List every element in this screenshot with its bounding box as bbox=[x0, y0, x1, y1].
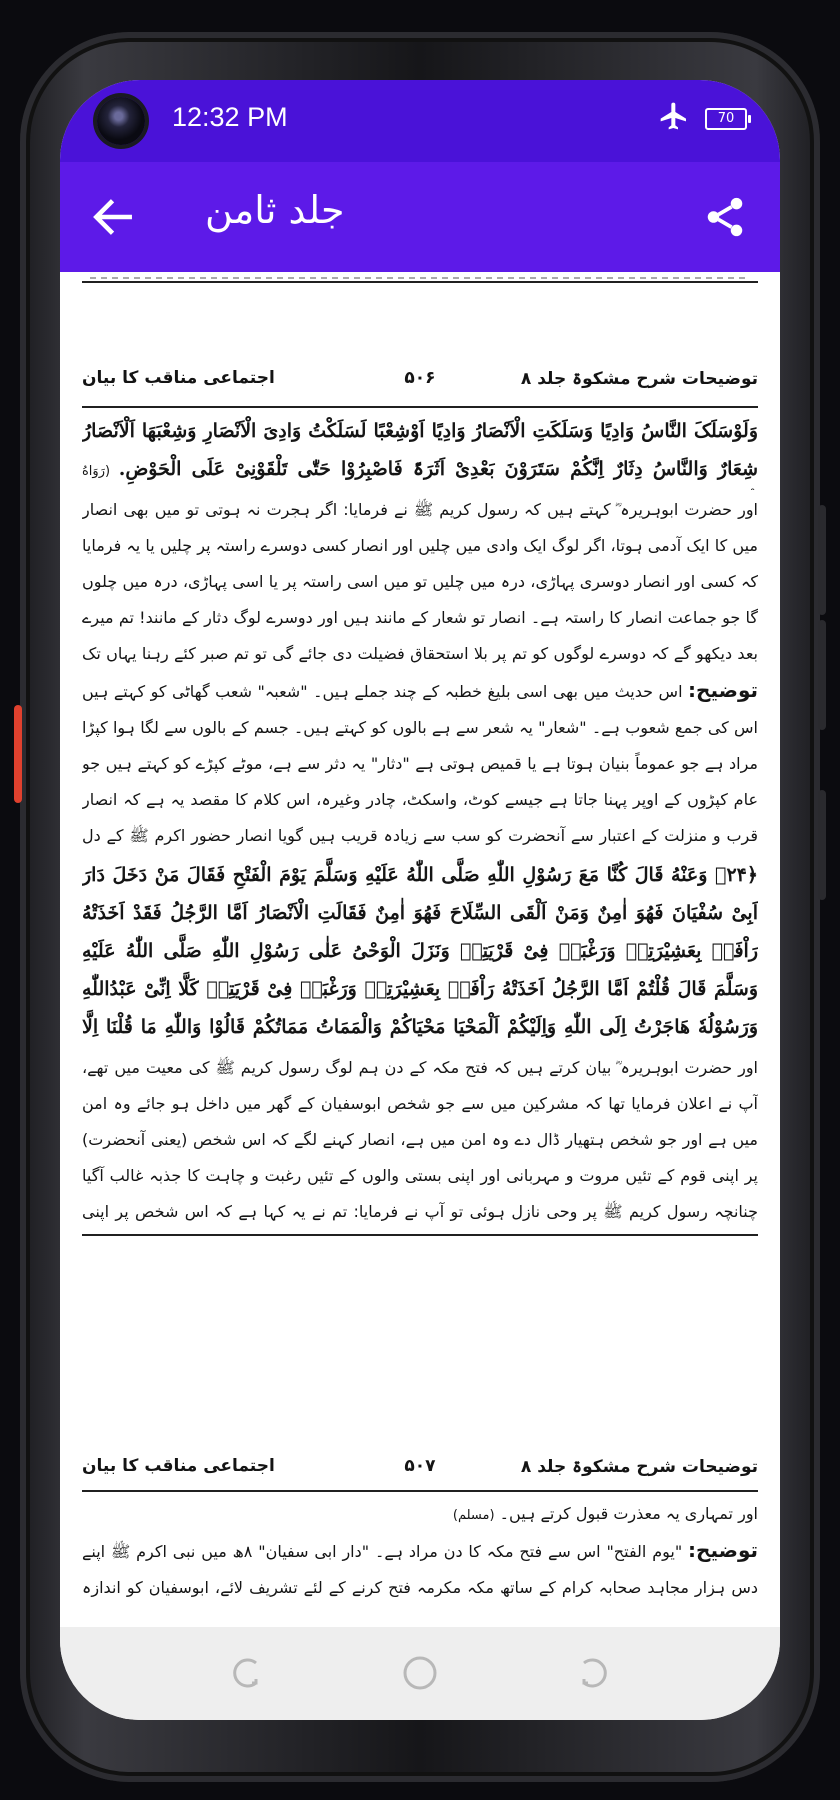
footer-rule bbox=[82, 1234, 758, 1236]
page-507 bbox=[60, 1450, 780, 1627]
side-button-volume-down bbox=[818, 620, 826, 730]
battery-indicator bbox=[705, 108, 747, 130]
page-header bbox=[82, 362, 758, 402]
page-number: ۵۰۷ bbox=[404, 1456, 436, 1476]
device-screen bbox=[60, 80, 780, 1720]
page-506 bbox=[60, 362, 780, 1232]
document-viewer[interactable] bbox=[60, 272, 780, 1627]
side-button-power bbox=[818, 790, 826, 900]
commentary-text: "یوم الفتح" اس سے فتح مکہ کا دن مراد ہے۔ "دار ابی سفیان" ۸ھ میں نبی اکرم ﷺ اپنے دس ہزار مجاہد صحابہ کرام کے ساتھ مکہ مکرمہ فتح کرنے کے لئے تشریف لائے، ابوسفیان کو اندازہ bbox=[82, 1542, 758, 1597]
app-title: جلد ثامن bbox=[205, 188, 345, 232]
airplane-icon bbox=[658, 100, 690, 132]
battery-level: 70 bbox=[717, 111, 735, 126]
arabic-text: وَلَوْسَلَکَ النَّاسُ وَادِیًا وَسَلَکَتِ الْاَنْصَارُ وَادِیًا اَوْشِعْبًا لَسَلَکْتُ وَادِیَ الْاَنْصَارِ وَشِعْبَهَا اَلْاَنْصَارُ شِعَارٌ وَالنَّاسُ دِثَارٌ اِنَّکُمْ سَتَرَوْنَ بَعْدِیْ اَثَرَۃً فَاصْبِرُوْا حَتّٰی تَلْقَوْنِیْ عَلَی الْحَوْضِ. bbox=[82, 420, 758, 480]
system-navigation-bar bbox=[60, 1627, 780, 1720]
hadith-urdu-translation bbox=[82, 1050, 758, 1230]
page-number: ۵۰۶ bbox=[404, 368, 436, 388]
status-time: 12:32 PM bbox=[172, 102, 288, 132]
hadith-arabic-text bbox=[82, 856, 758, 1046]
commentary-text: اس حدیث میں بھی اسی بلیغ خطبہ کے چند جملے ہیں۔ "شعبہ" شعب گھاٹی کو کہتے ہیں اس کی جمع شعوب ہے۔ "شعار" یہ شعر سے ہے بالوں کو کہتے ہیں۔ جسم کے بالوں سے لگا ہوا کپڑا مراد ہے جو عموماً بنیان ہوتا ہے یا قمیص ہوتی ہے "دثار" یہ دثر سے ہے، موٹے کپڑے کو کہتے ہیں جو عام کپڑوں کے اوپر پہنا جاتا ہے جیسے کوٹ، واسکٹ، چادر وغیرہ، اس کلام کا مقصد یہ ہے کہ انصار قرب و منزلت کے اعتبار سے آنحضرت کو سب سے زیادہ قریب ہیں گویا انصار حضور اکرم ﷺ کے دل bbox=[82, 682, 758, 845]
book-title: توضیحات شرح مشکوۃ جلد ۸ bbox=[520, 369, 758, 389]
book-title: توضیحات شرح مشکوۃ جلد ۸ bbox=[520, 1457, 758, 1477]
arabic-text: ﴿۲۴﴾ وَعَنْهُ قَالَ کُنَّا مَعَ رَسُوْلِ اللّٰهِ صَلَّی اللّٰهُ عَلَیْهِ وَسَلَّمَ یَوْمَ الْفَتْحِ فَقَالَ مَنْ دَخَلَ دَارَ اَبِیْ سُفْیَانَ فَهُوَ اٰمِنٌ وَمَنْ اَلْقَی السِّلَاحَ فَهُوَ اٰمِنٌ فَقَالَتِ الْاَنْصَارُ اَمَّا الرَّجُلُ فَقَدْ اَخَذَتْهُ رَاْفَۃٌ بِعَشِیْرَتِهٖ وَرَغْبَۃٌ فِیْ قَرْیَتِهٖ وَنَزَلَ الْوَحْیُ عَلٰی رَسُوْلِ اللّٰهِ صَلَّی اللّٰهُ عَلَیْهِ وَسَلَّمَ قَالَ قُلْتُمْ اَمَّا الرَّجُلُ اَخَذَتْهُ رَاْفَۃٌ بِعَشِیْرَتِهٖ وَرَغْبَۃٌ فِیْ قَرْیَتِهٖ کَلَّا اِنِّیْ عَبْدُاللّٰهِ وَرَسُوْلُهٗ هَاجَرْتُ اِلَی اللّٰهِ وَاِلَیْکُمْ اَلْمَحْیَا مَحْیَاکُمْ وَالْمَمَاتُ مَمَاتُکُمْ قَالُوْا وَاللّٰهِ مَا قُلْنَا اِلَّا bbox=[82, 864, 758, 1038]
side-button-volume-up bbox=[818, 505, 826, 615]
hadith-reference: (مسلم) bbox=[452, 1508, 495, 1523]
hadith-arabic-text bbox=[82, 412, 758, 490]
urdu-text: اور تمہاری یہ معذرت قبول کرتے ہیں۔ bbox=[499, 1504, 758, 1523]
share-icon[interactable] bbox=[702, 192, 748, 242]
hadith-reference: (رَوَاهُ bbox=[82, 464, 111, 479]
page-header bbox=[82, 1450, 758, 1490]
home-circle-icon[interactable] bbox=[398, 1651, 442, 1695]
header-rule bbox=[82, 406, 758, 408]
commentary bbox=[82, 1534, 758, 1614]
front-camera bbox=[97, 97, 145, 145]
nav-back-icon[interactable] bbox=[570, 1651, 614, 1695]
header-rule bbox=[82, 1490, 758, 1492]
previous-page-fragment bbox=[60, 272, 780, 302]
status-bar bbox=[60, 80, 780, 162]
hadith-urdu-translation bbox=[82, 1496, 758, 1532]
urdu-text: اور حضرت ابوہریرہ ؓ بیان کرتے ہیں کہ فتح مکہ کے دن ہم لوگ رسول کریم ﷺ کی معیت میں تھے، آپ نے اعلان فرمایا تھا کہ مشرکین میں سے جو شخص ابوسفیان کے گھر میں داخل ہو جائے وہ امن میں ہے اور جو شخص ہتھیار ڈال دے وہ امن میں ہے، انصار کہنے لگے کہ اس شخص (یعنی آنحضرت) پر اپنی قوم کے تئیں مروت و مہربانی اور اپنی بستی والوں کے تئیں رغبت و چاہت کا جذبہ غالب آگیا چنانچہ رسول کریم ﷺ پر وحی نازل ہوئی تو آپ نے فرمایا: تم نے یہ کہا ہے کہ اس شخص پر اپنی bbox=[82, 1058, 758, 1221]
recents-icon[interactable] bbox=[226, 1651, 270, 1695]
commentary-label: توضیح: bbox=[688, 678, 758, 702]
urdu-text: اور حضرت ابوہریرہ ؓ کہتے ہیں کہ رسول کریم ﷺ نے فرمایا: اگر ہجرت نہ ہوتی تو میں بھی انصار میں کا ایک آدمی ہوتا، اگر لوگ ایک وادی میں چلیں اور انصار کسی دوسرے راستہ پر چلیں یا یہ فرمایا کہ کسی اور انصار دوسری پہاڑی، درہ میں چلیں تو میں اسی راستہ پر یا اسی پہاڑی، درہ میں چلوں گا جو جماعت انصار کا راستہ ہے۔ انصار تو شعار کے مانند ہیں اور دوسرے لوگ دثار کے مانند! تم میرے بعد دیکھو گے کہ دوسرے لوگوں کو تم پر بلا استحقاق فضیلت دی جائے گی تو تم صبر کئے رہنا یہاں تک bbox=[82, 500, 758, 663]
side-button-red bbox=[14, 705, 22, 803]
hadith-urdu-translation bbox=[82, 492, 758, 672]
commentary bbox=[82, 674, 758, 854]
chapter-title: اجتماعی مناقب کا بیان bbox=[82, 368, 275, 388]
commentary-label: توضیح: bbox=[688, 1538, 758, 1562]
chapter-title: اجتماعی مناقب کا بیان bbox=[82, 1456, 275, 1476]
app-bar bbox=[60, 162, 780, 272]
arrow-back-icon[interactable] bbox=[88, 192, 138, 242]
